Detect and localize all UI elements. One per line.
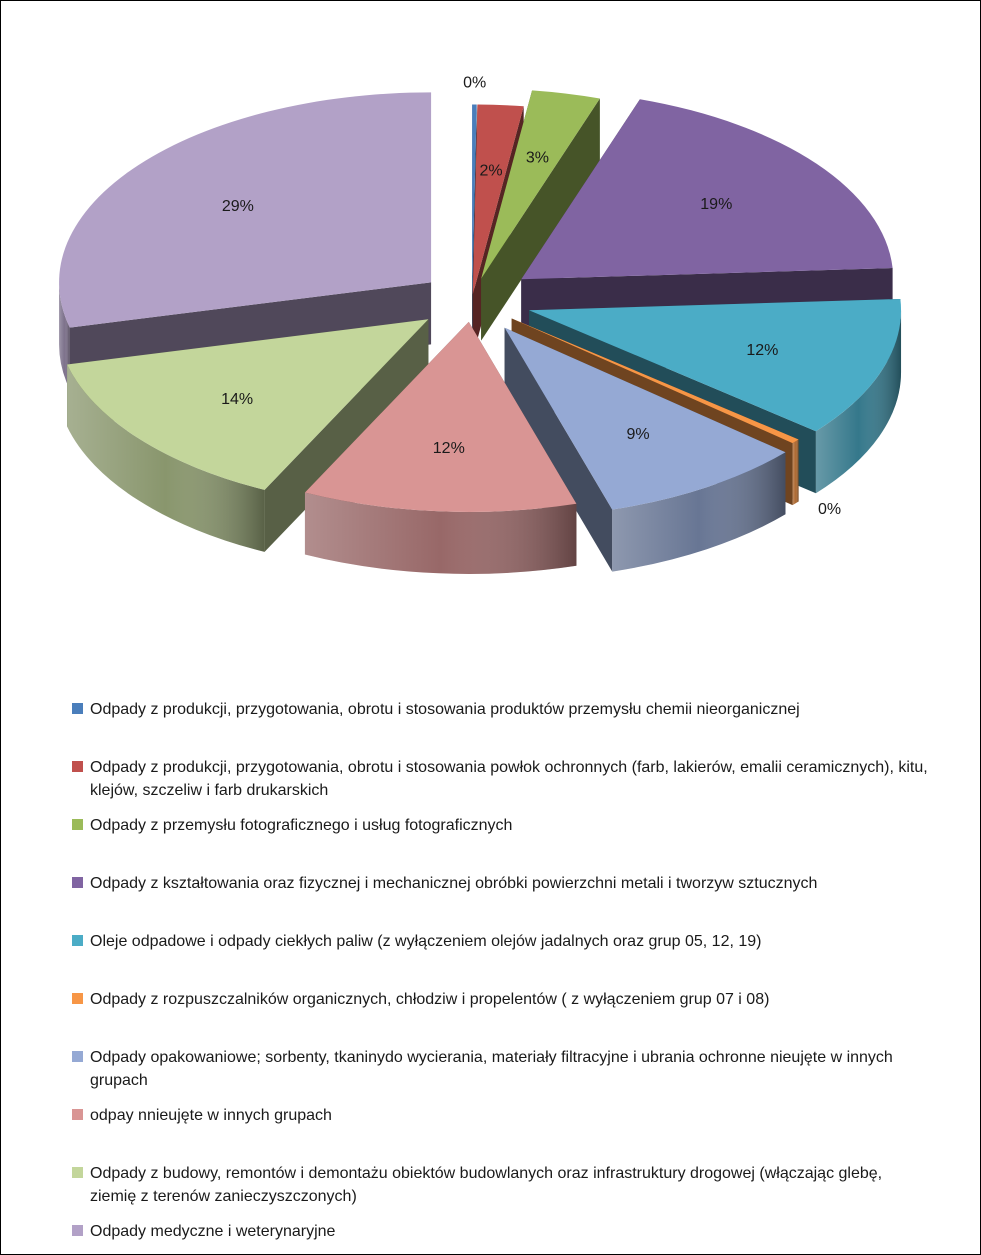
legend-item-1 <box>72 756 932 802</box>
legend-swatch-7 <box>72 1109 83 1120</box>
legend-swatch-8 <box>72 1167 83 1178</box>
legend-item-2 <box>72 814 932 837</box>
legend-label-9: Odpady medyczne i weterynaryjne <box>90 1223 336 1240</box>
legend-item-3 <box>72 872 932 895</box>
pie-slice-label-8: 14% <box>221 390 254 408</box>
pie-slice-label-1: 2% <box>479 162 503 180</box>
legend-swatch-6 <box>72 1051 83 1062</box>
pie-slice-label-6: 9% <box>626 426 650 443</box>
legend-item-9 <box>72 1220 932 1243</box>
pie-slice-label-7: 12% <box>432 439 465 457</box>
legend-swatch-1 <box>72 761 83 772</box>
legend-label-3: Odpady z kształtowania oraz fizycznej i mechanicznej obróbki powierzchni metali i tworzyw sztucznych <box>90 875 818 892</box>
legend-item-4 <box>72 930 932 953</box>
legend-label-7: odpay nnieujęte w innych grupach <box>90 1107 332 1124</box>
legend-swatch-3 <box>72 877 83 888</box>
pie-slice-label-0: 0% <box>463 74 487 92</box>
legend-item-6 <box>72 1046 932 1092</box>
pie-slice-label-5: 0% <box>818 501 842 518</box>
pie-slice-label-9: 29% <box>221 198 254 215</box>
legend-label-6: Odpady opakowaniowe; sorbenty, tkaninydo wycierania, materiały filtracyjne i ubrania ochronne nieujęte w innych grupach <box>90 1049 893 1089</box>
legend-swatch-0 <box>72 703 83 714</box>
legend-label-0: Odpady z produkcji, przygotowania, obrotu i stosowania produktów przemysłu chemii nieorganicznej <box>90 701 800 718</box>
legend-swatch-4 <box>72 935 83 946</box>
legend-swatch-9 <box>72 1225 83 1236</box>
legend-label-4: Oleje odpadowe i odpady ciekłych paliw (z wyłączeniem olejów jadalnych oraz grup 05, 12, 19) <box>90 933 762 950</box>
pie-slice-rim-shade-5-0 <box>793 439 799 505</box>
legend-item-5 <box>72 988 932 1011</box>
pie-slice-label-3: 19% <box>700 196 733 214</box>
legend-label-1: Odpady z produkcji, przygotowania, obrotu i stosowania powłok ochronnych (farb, lakierów, emalii ceramicznych), kitu, klejów, szczeliw i farb drukarskich <box>90 759 928 799</box>
legend-swatch-5 <box>72 993 83 1004</box>
legend-item-8 <box>72 1162 932 1208</box>
legend-item-7 <box>72 1104 932 1127</box>
legend-label-2: Odpady z przemysłu fotograficznego i usług fotograficznych <box>90 817 513 834</box>
legend-label-8: Odpady z budowy, remontów i demontażu obiektów budowlanych oraz infrastruktury drogowej (włączając glebę, ziemię z terenów zanieczyszczonych) <box>90 1165 883 1205</box>
legend-swatch-2 <box>72 819 83 830</box>
legend-label-5: Odpady z rozpuszczalników organicznych, chłodziw i propelentów ( z wyłączeniem grup 07 i 08) <box>90 991 770 1008</box>
legend-item-0 <box>72 698 932 721</box>
pie-slice-label-2: 3% <box>525 149 549 167</box>
pie-slice-label-4: 12% <box>746 342 779 360</box>
